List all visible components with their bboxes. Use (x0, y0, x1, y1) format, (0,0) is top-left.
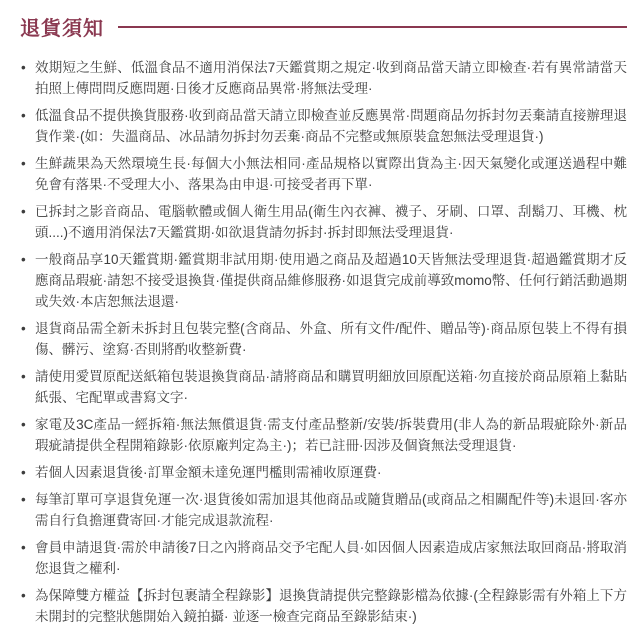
title-divider (118, 26, 627, 28)
notice-item: • 退貨商品需全新未拆封且包裝完整(含商品、外盒、所有文件/配件、贈品等)·商品原包裝上不得有損傷、髒污、塗寫·否則將酌收整新費· (20, 318, 627, 360)
notice-item: • 生鮮蔬果為天然環境生長·每個大小無法相同·產品規格以實際出貨為主·因天氣變化或運送過程中難免會有落果·不受理大小、落果為由申退·可接受者再下單· (20, 153, 627, 195)
section-header (20, 12, 627, 41)
notice-item: • 每筆訂單可享退貨免運一次·退貨後如需加退其他商品或隨貨贈品(或商品之相關配件等)未退回·客亦需自行負擔運費寄回·才能完成退款流程· (20, 489, 627, 531)
notice-item: • 已拆封之影音商品、電腦軟體或個人衛生用品(衛生內衣褲、襪子、牙刷、口罩、刮鬍刀、耳機、枕頭....)不適用消保法7天鑑賞期·如欲退貨請勿拆封·拆封即無法受理退貨· (20, 201, 627, 243)
notice-item: • 效期短之生鮮、低溫食品不適用消保法7天鑑賞期之規定·收到商品當天請立即檢查·若有異常請當天拍照上傳問問反應問題·日後才反應商品異常·將無法受理· (20, 57, 627, 99)
notice-item: • 家電及3C產品一經拆箱·無法無償退貨·需支付產品整新/安裝/拆裝費用(非人為的新品瑕疵除外·新品瑕疵請提供全程開箱錄影·依原廠判定為主·)；若已註冊·因涉及個資無法受理退貨· (20, 414, 627, 456)
notice-item: • 若個人因素退貨後·訂單金額未達免運門檻則需補收原運費· (20, 462, 627, 483)
notice-item: • 低溫食品不提供換貨服務·收到商品當天請立即檢查並反應異常·問題商品勿拆封勿丟棄請直接辦理退貨作業·(如：失溫商品、冰品請勿拆封勿丟棄·商品不完整或無原裝盒恕無法受理退貨·) (20, 105, 627, 147)
notice-item: • 會員申請退貨·需於申請後7日之內將商品交予宅配人員·如因個人因素造成店家無法取回商品·將取消您退貨之權利· (20, 537, 627, 579)
notice-list (20, 57, 627, 627)
notice-item: • 請使用愛買原配送紙箱包裝退換貨商品·請將商品和購買明細放回原配送箱·勿直接於商品原箱上黏貼紙張、宅配單或書寫文字· (20, 366, 627, 408)
notice-item: • 為保障雙方權益【拆封包裹請全程錄影】退換貨請提供完整錄影檔為依據·(全程錄影需有外箱上下方未開封的完整狀態開始入鏡拍攝· 並逐一檢查完商品至錄影結束·) (20, 585, 627, 627)
page-title: 退貨須知 (20, 18, 104, 40)
notice-item: • 一般商品享10天鑑賞期·鑑賞期非試用期·使用過之商品及超過10天皆無法受理退貨·超過鑑賞期才反應商品瑕疵·請恕不接受退換貨·僅提供商品維修服務·如退貨完成前導致momo幣、任何行銷活動過期或失效·本店恕無法退還· (20, 249, 627, 312)
